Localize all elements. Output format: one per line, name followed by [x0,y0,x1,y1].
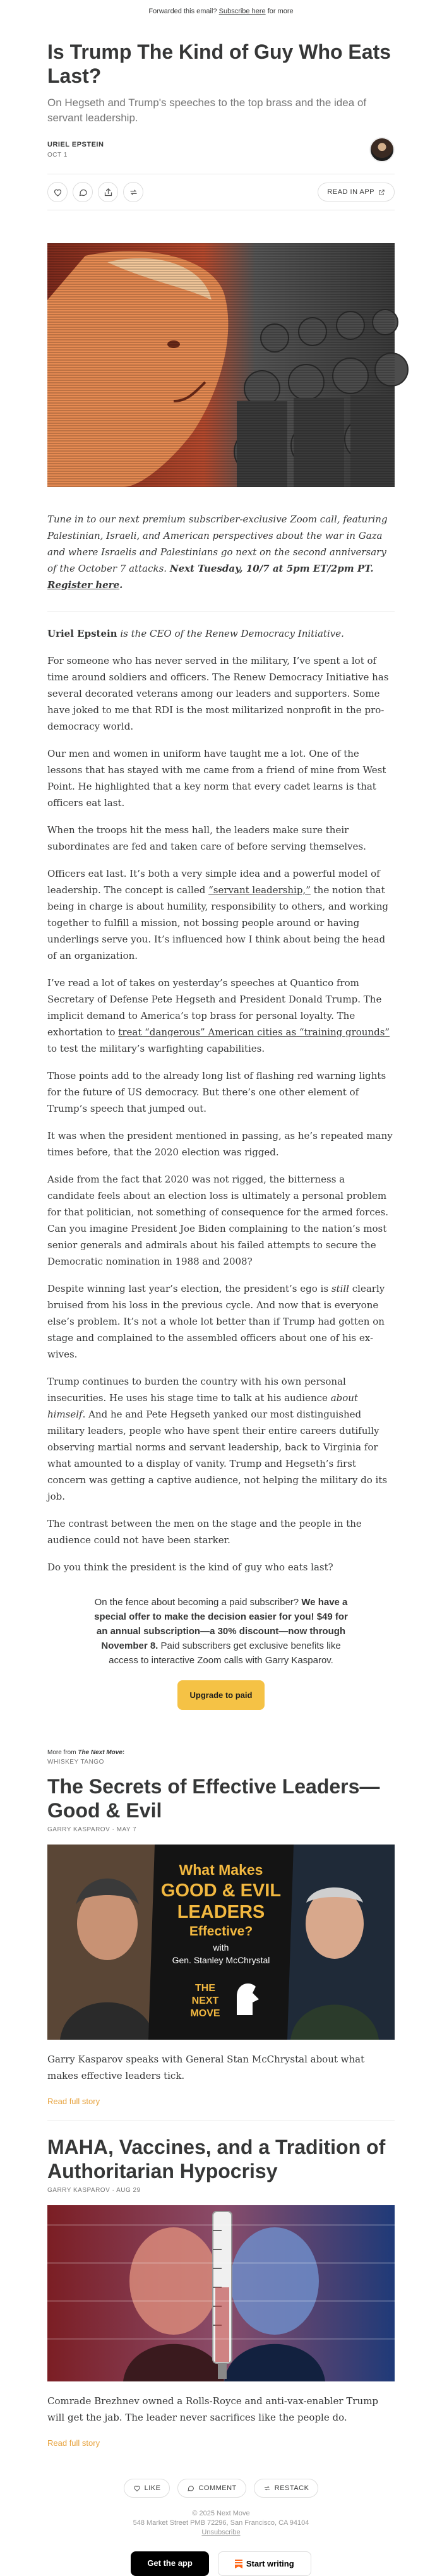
upgrade-button[interactable]: Upgrade to paid [177,1680,265,1710]
footer-restack-button[interactable] [254,2479,319,2498]
related-post-title[interactable]: MAHA, Vaccines, and a Tradition of Authoritarian Hypocrisy [47,2136,386,2182]
banner-guest: Gen. Stanley McChrystal [172,1955,270,1965]
promo-line1: On the fence about becoming a paid subscriber? [94,1597,299,1608]
body-paragraph-2: Our men and women in uniform have taught me a lot. One of the lessons that has stayed with me came from a friend of mine from West Point. He highlighted that a key norm that every cadet learns is that officers eat last. [47,748,386,809]
intro-period: . [119,579,123,591]
forward-notice [0,0,442,23]
hero-image [47,243,395,487]
share-button[interactable] [98,182,118,202]
related-post-author: GARRY KASPAROV [47,2187,110,2194]
footer-comment-button[interactable] [177,2479,246,2498]
banner-line2: GOOD & EVIL [160,1881,282,1901]
more-from-label [47,1749,395,1756]
author-note-name: Uriel Epstein [47,628,117,639]
training-grounds-link[interactable]: treat “dangerous” American cities as “training grounds” [118,1026,390,1038]
restack-icon [263,2484,271,2492]
body-p10-end: . And he and Pete Hegseth yanked our most distinguished military leaders, people who have spent their entire careers dutifully observing martial norms and servant leadership, back to Virginia for what amounted to a display of vanity. Trump and Hegseth’s first concern was getting a captive audience, not helping the military do its job. [47,1409,388,1502]
related-post-title[interactable]: The Secrets of Effective Leaders—Good & Evil [47,1775,380,1822]
start-writing-label: Start writing [246,2559,294,2568]
body-p9-end: clearly bruised from his loss in the previous cycle. And now that is everyone else’s problem. It’s not a whole lot better than if Trump had gotten on stage and complained to the assembled officers about one of his ex-wives. [47,1283,385,1360]
action-bar [47,174,395,210]
read-full-story-link[interactable]: Read full story [47,2438,100,2448]
related-post-caption: Garry Kasparov speaks with General Stan McChrystal about what makes effective leaders tick. [47,2054,365,2081]
start-writing-button[interactable] [218,2551,311,2576]
body-p10-start: Trump continues to burden the country with his own personal insecurities. He uses his stage time to talk at his audience [47,1376,346,1404]
banner-logo-3: MOVE [190,2008,220,2019]
body-p9-em: still [331,1283,349,1294]
byline [47,137,395,162]
body-paragraph-12: Do you think the president is the kind of guy who eats last? [47,1562,333,1573]
share-icon [104,188,113,197]
body-paragraph-10 [47,1373,395,1505]
author-avatar[interactable] [369,137,395,162]
body-paragraph-7: It was when the president mentioned in passing, as he’s repeated many times before, that the 2020 election was rigged. [47,1130,393,1158]
hero-illustration [47,243,395,487]
app-buttons [47,2551,395,2576]
body-paragraph-5 [47,975,395,1057]
related-post-date: AUG 29 [116,2187,141,2194]
servant-leadership-link[interactable]: “servant leadership,” [208,884,311,896]
body-paragraph-11: The contrast between the men on the stage and the people in the audience could not have been starker. [47,1518,362,1546]
leaders-banner [47,1845,395,2040]
intro-time: Next Tuesday, 10/7 at 5pm ET/2pm PT. [169,563,374,574]
body-p5-end: to test the military’s warfighting capabilities. [47,1043,265,1054]
register-link[interactable]: Register here [47,579,120,591]
footer-like-button[interactable] [124,2479,170,2498]
forwarded-text: Forwarded this email? [148,8,217,15]
intro-paragraph [47,511,395,593]
external-link-icon [378,189,385,196]
post-title[interactable]: Is Trump The Kind of Guy Who Eats Last? [47,40,391,87]
read-full-story-link[interactable]: Read full story [47,2097,100,2106]
footer-info [47,2509,395,2537]
more-from-publication[interactable]: The Next Move [78,1749,122,1756]
body-paragraph-9 [47,1280,395,1363]
heart-icon [53,188,63,197]
footer-like-label: LIKE [144,2484,161,2492]
unsubscribe-link[interactable]: Unsubscribe [201,2529,241,2536]
related-post-date: MAY 7 [116,1826,137,1833]
related-post-image[interactable] [47,2205,395,2381]
author-name[interactable]: URIEL EPSTEIN [47,141,104,148]
footer-actions [47,2479,395,2498]
maha-illustration [47,2205,395,2381]
body-p9-start: Despite winning last year’s election, the president’s ego is [47,1283,329,1294]
subscribe-link[interactable]: Subscribe here [218,8,266,15]
related-post-author: GARRY KASPAROV [47,1826,110,1833]
body-p4-start: Officers eat last. It’s both a very simple idea and a powerful model of leadership. The concept is called [47,868,380,896]
footer-restack-label: RESTACK [274,2484,309,2492]
comment-button[interactable] [73,182,93,202]
promo-line2: Paid subscribers get exclusive benefits like access to interactive Zoom calls with Garry Kasparov. [109,1640,341,1666]
related-post-image[interactable] [47,1845,395,2040]
body-paragraph-1: For someone who has never served in the military, I’ve spent a lot of time around soldiers and officers. The Renew Democracy Initiative has several decorated veterans among our leaders and supporters. Some have joked to me that RDI is the most militarized nonprofit in the pro-democracy world. [47,655,389,732]
more-from-colon: : [122,1749,125,1756]
get-app-button[interactable]: Get the app [131,2551,209,2576]
restack-icon [129,188,138,197]
banner-logo-2: NEXT [191,1995,219,2006]
section-tag: WHISKEY TANGO [47,1759,104,1766]
banner-with: with [213,1942,229,1953]
copyright: © 2025 Next Move [192,2510,250,2517]
body-p10-em: about himself [47,1392,358,1420]
post-date: OCT 1 [47,152,68,159]
comment-icon [78,188,88,197]
post-subtitle: On Hegseth and Trump's speeches to the top brass and the idea of servant leadership. [47,97,367,124]
substack-logo-icon [235,2560,242,2568]
promo-offer: We have a special offer to make the decision easier for you! $49 for an annual subscription—a 30% discount—now through November 8. [94,1597,348,1651]
body-p4-end: the notion that being in charge is about humility, responsibility to others, and working together to fulfill a mission, not bossing people around or having underlings serve you. It’s influenced how I think about being the head of an organization. [47,884,389,961]
intro-text: Tune in to our next premium subscriber-exclusive Zoom call, featuring Palestinian, Israeli, and American perspectives about the war in Gaza and where Israelis and Palestinians go next on the second anniversary of the October 7 attacks. [47,514,388,574]
heart-icon [133,2484,141,2492]
read-in-app-button[interactable] [318,183,395,202]
address: 548 Market Street PMB 72296, San Francisco, CA 94104 [133,2519,309,2527]
related-post-meta: GARRY KASPAROV · AUG 29 [47,2187,141,2194]
for-more-text: for more [267,8,294,15]
restack-button[interactable] [123,182,143,202]
related-post-meta: GARRY KASPAROV · MAY 7 [47,1826,137,1833]
body-paragraph-6: Those points add to the already long list of flashing red warning lights for the future of US democracy. But there’s one other element of Trump’s speech that jumped out. [47,1070,386,1114]
comment-icon [187,2484,194,2492]
banner-logo-1: THE [195,1983,215,1994]
footer-comment-label: COMMENT [198,2484,237,2492]
subscribe-promo [47,1586,395,1710]
author-note [47,625,395,642]
body-p5-start: I’ve read a lot of takes on yesterday’s speeches at Quantico from Secretary of Defense Pete Hegseth and President Donald Trump. The implicit demand to America’s top brass for personal loyalty. The exhortation to [47,977,382,1038]
body-paragraph-4 [47,865,395,964]
banner-line1: What Makes [179,1862,263,1878]
like-button[interactable] [47,182,68,202]
read-in-app-label: READ IN APP [327,188,374,196]
author-note-text: is the CEO of the Renew Democracy Initiative. [120,628,344,639]
related-post-caption: Comrade Brezhnev owned a Rolls-Royce and anti-vax-enabler Trump will get the jab. The leader never sacrifices like the people do. [47,2395,379,2423]
more-from-prefix: More from [47,1749,76,1756]
body-paragraph-3: When the troops hit the mess hall, the leaders make sure their subordinates are fed and taken care of before serving themselves. [47,824,366,852]
banner-line4: Effective? [189,1924,253,1939]
body-paragraph-8: Aside from the fact that 2020 was not rigged, the bitterness a candidate feels about an election loss is ultimately a personal problem for that politician, not something of consequence for the armed forces. Can you imagine President Joe Biden complaining to the nation’s most senior generals and admirals about his failed attempts to secure the Democratic nomination in 1988 and 2008? [47,1174,388,1267]
banner-line3: LEADERS [177,1902,265,1922]
